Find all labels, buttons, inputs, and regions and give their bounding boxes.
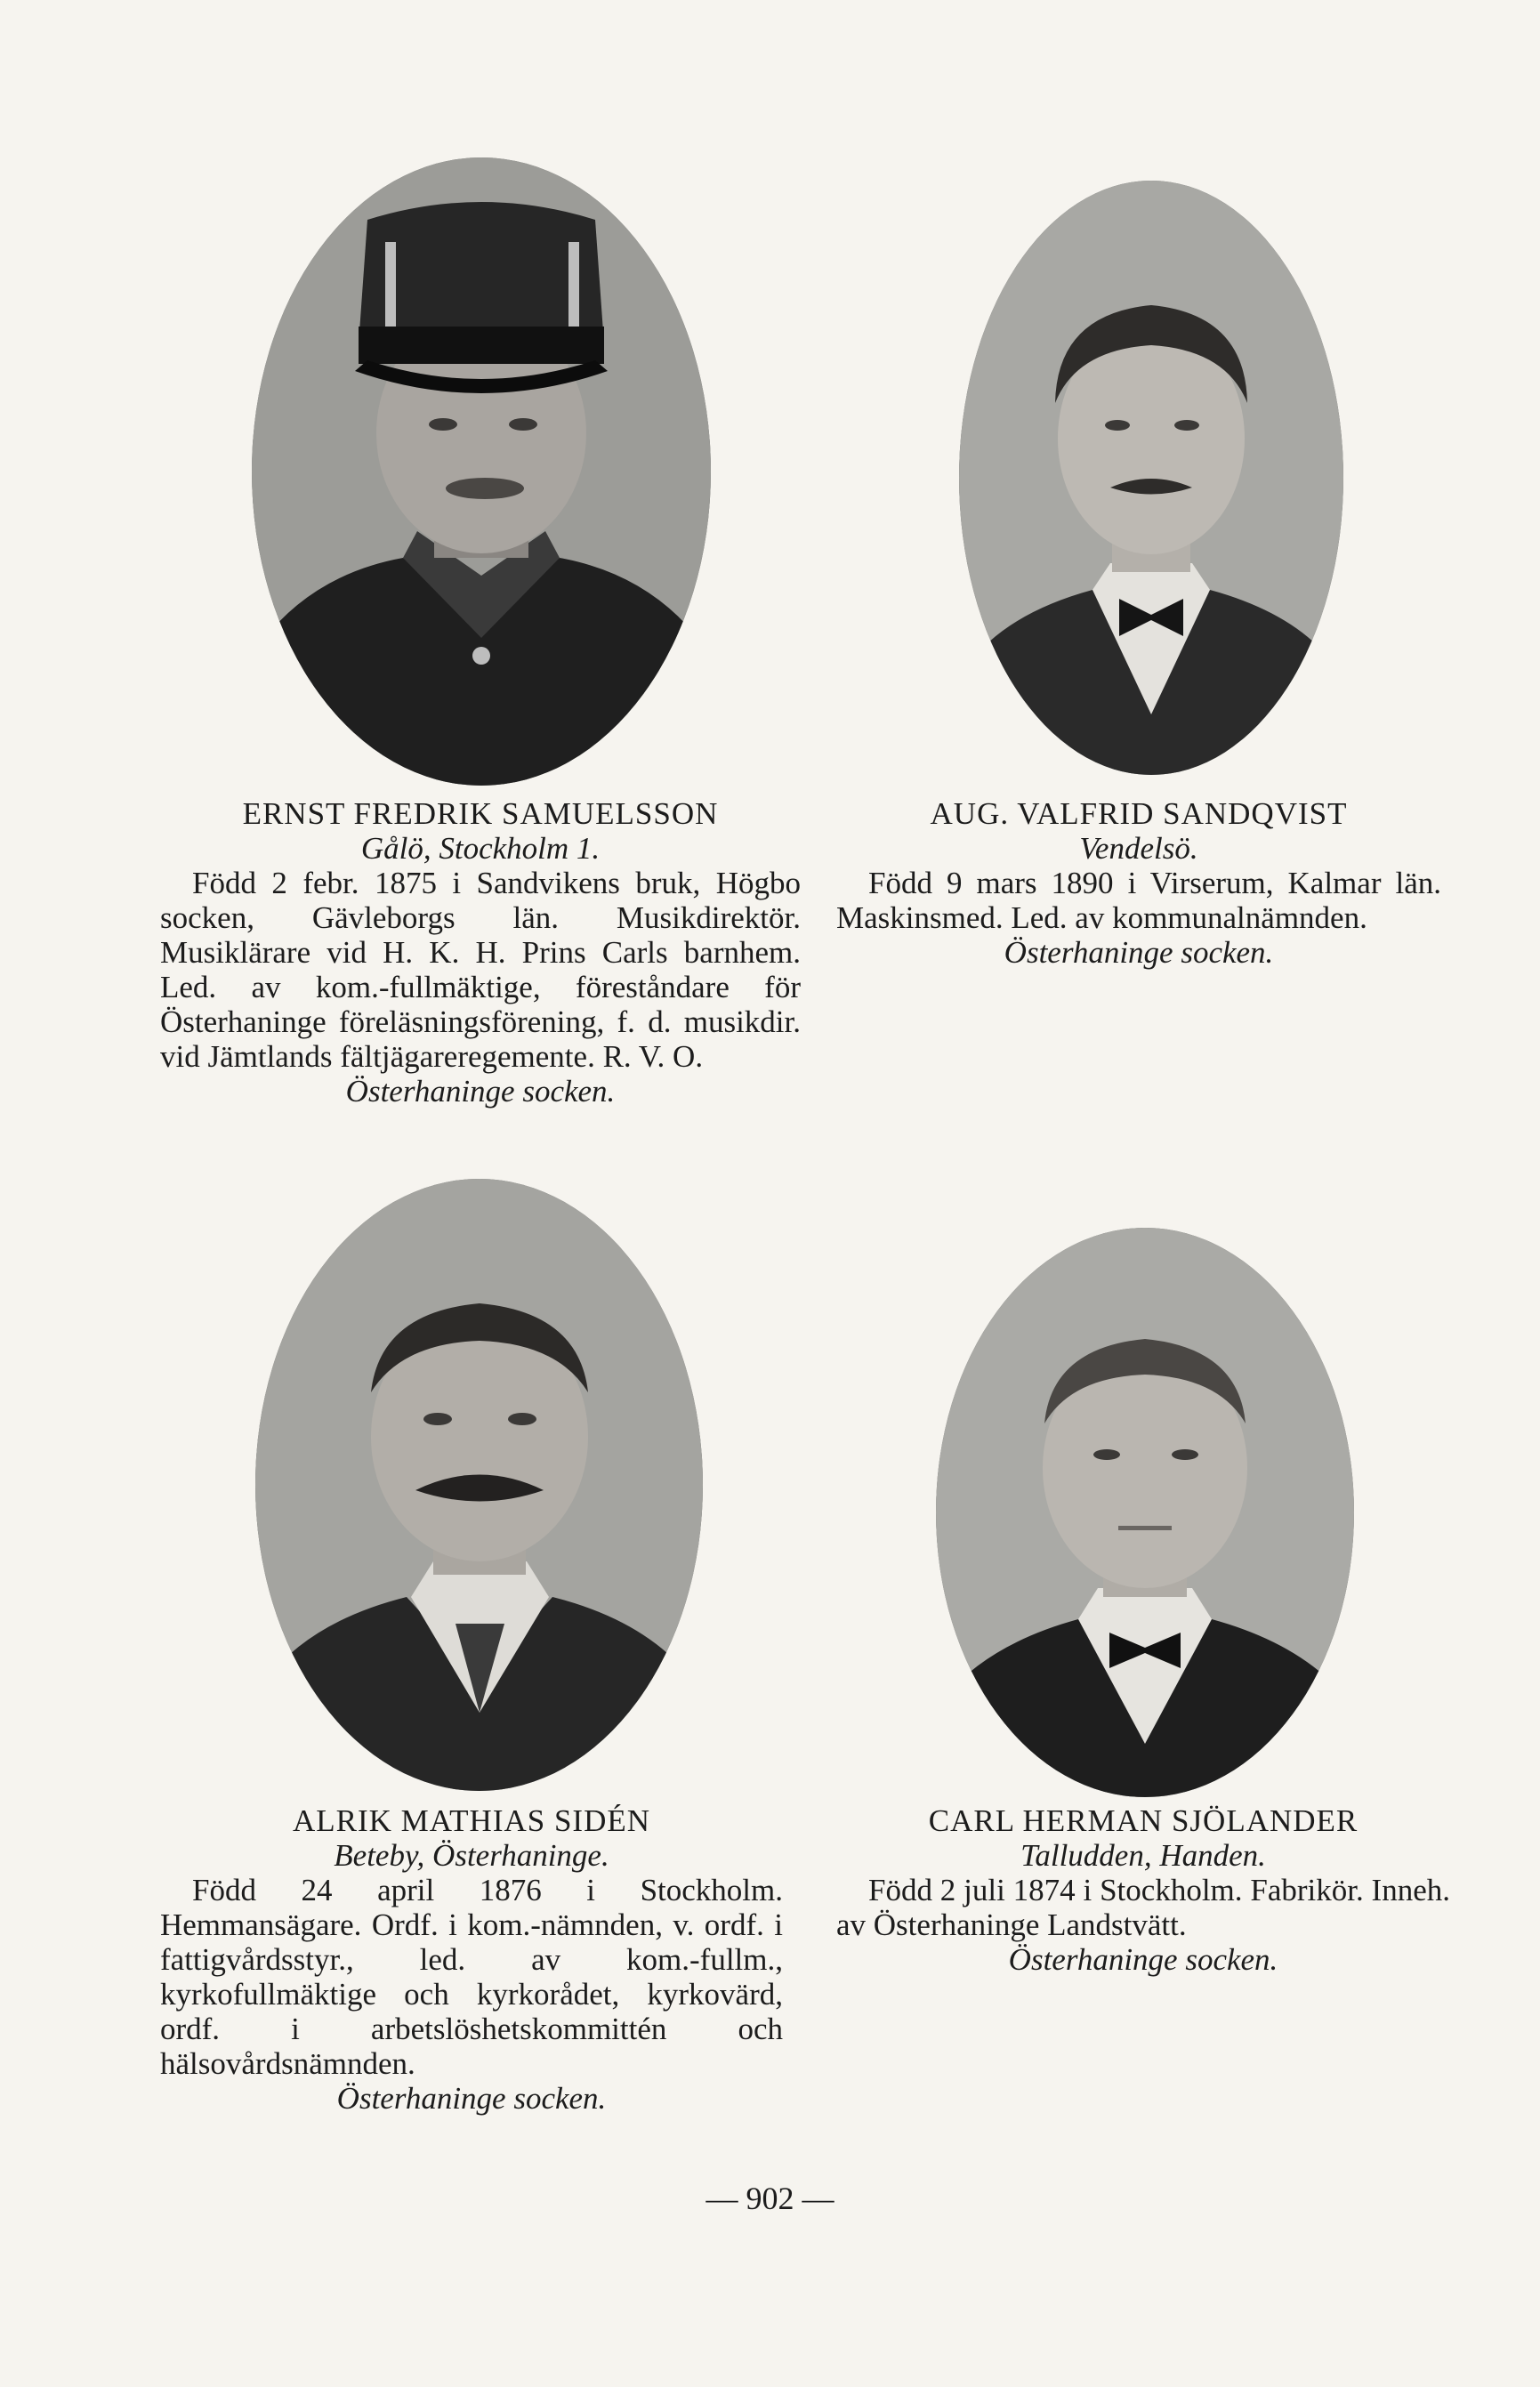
person-biography: Född 2 febr. 1875 i Sandvikens bruk, Högbo socken, Gävleborgs län. Musikdirektör. Musiklärare vid H. K. H. Prins Carls barnhem. Led. av kom.-fullmäktige, föreståndare för Österhaninge föreläsningsförening, f. d. musikdir. vid Jämtlands fältjägareregemente. R. V. O. — [160, 866, 801, 1074]
portrait-photo-samuelsson — [252, 157, 711, 786]
person-residence: Talludden, Handen. — [1020, 1838, 1266, 1873]
person-residence: Beteby, Österhaninge. — [334, 1838, 609, 1873]
entry-sandqvist — [836, 796, 1441, 970]
person-biography: Född 9 mars 1890 i Virserum, Kalmar län. Maskinsmed. Led. av kommunalnämnden. — [836, 866, 1441, 935]
person-name: AUG. VALFRID SANDQVIST — [930, 796, 1348, 831]
portrait-photo-siden — [255, 1179, 703, 1791]
entry-sjolander — [836, 1803, 1450, 1977]
portrait-photo-sjolander — [936, 1228, 1354, 1797]
page-number: — 902 — — [705, 2181, 835, 2216]
portrait-photo-sandqvist — [959, 181, 1343, 775]
person-biography: Född 2 juli 1874 i Stockholm. Fabrikör. Inneh. av Österhaninge Landstvätt. — [836, 1873, 1450, 1942]
person-residence: Vendelsö. — [1079, 831, 1198, 866]
person-parish: Österhaninge socken. — [336, 2081, 607, 2116]
person-parish: Österhaninge socken. — [1004, 935, 1274, 970]
person-parish: Österhaninge socken. — [345, 1074, 616, 1109]
entry-siden — [160, 1803, 783, 2116]
person-name: ERNST FREDRIK SAMUELSSON — [242, 796, 719, 831]
person-biography: Född 24 april 1876 i Stockholm. Hemmansägare. Ordf. i kom.-nämnden, v. ordf. i fattigvårdsstyr., led. av kom.-fullm., kyrkofullmäktige och kyrkorådet, kyrkovärd, ordf. i arbetslöshetskommittén och hälsovårdsnämnden. — [160, 1873, 783, 2081]
entry-samuelsson — [160, 796, 801, 1109]
person-parish: Österhaninge socken. — [1008, 1942, 1278, 1977]
person-name: CARL HERMAN SJÖLANDER — [928, 1803, 1359, 1838]
person-residence: Gålö, Stockholm 1. — [360, 831, 601, 866]
person-name: ALRIK MATHIAS SIDÉN — [292, 1803, 651, 1838]
